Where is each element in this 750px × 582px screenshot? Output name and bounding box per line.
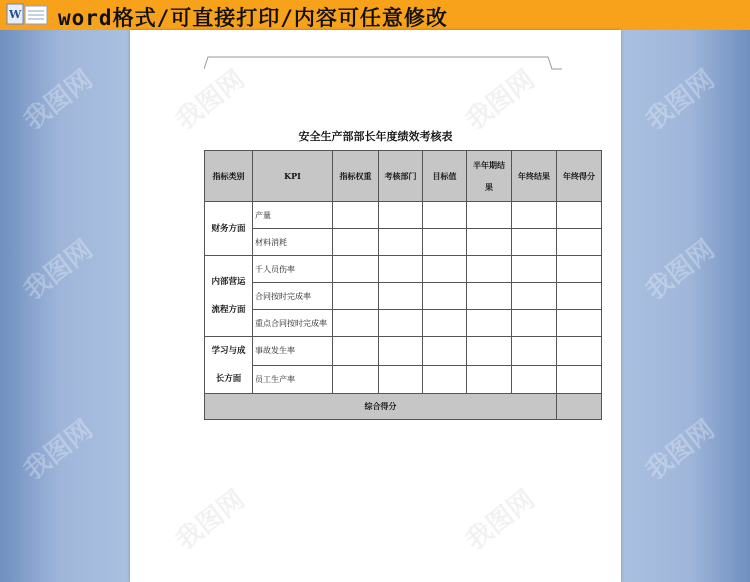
category-cell [205, 337, 253, 394]
table-row [205, 337, 602, 366]
category-cell [205, 202, 253, 256]
category-label: 内部营运 [211, 277, 246, 287]
header-half-year [467, 151, 512, 202]
kpi-cell: 事故发生率 [253, 337, 333, 366]
table-row [205, 229, 602, 256]
category-cell [205, 256, 253, 337]
watermark: 我图网 [18, 64, 99, 137]
category-label: 学习与成 [211, 346, 246, 356]
header-weight: 指标权重 [333, 151, 379, 202]
kpi-table [204, 150, 602, 420]
table-row [205, 310, 602, 337]
kpi-cell: 产量 [253, 202, 333, 229]
kpi-cell: 重点合同按时完成率 [253, 310, 333, 337]
header-kpi: KPI [253, 151, 333, 202]
watermark: 我图网 [460, 64, 541, 137]
watermark: 我图网 [18, 234, 99, 307]
category-label: 财务方面 [211, 223, 246, 234]
watermark: 我图网 [170, 64, 251, 137]
banner-text: word格式/可直接打印/内容可任意修改 [58, 6, 448, 30]
category-label: 流程方面 [211, 305, 246, 315]
total-row [205, 394, 602, 420]
watermark: 我图网 [170, 484, 251, 557]
header-year-end-result: 年终结果 [512, 151, 557, 202]
watermark: 我图网 [640, 64, 721, 137]
word-document-icon [6, 3, 50, 27]
table-row [205, 365, 602, 394]
kpi-cell: 千人员伤率 [253, 256, 333, 283]
top-banner [0, 0, 750, 30]
watermark: 我图网 [640, 234, 721, 307]
header-year-end-score: 年终得分 [557, 151, 602, 202]
header-category: 指标类别 [205, 151, 253, 202]
watermark: 我图网 [460, 484, 541, 557]
total-label: 综合得分 [205, 394, 557, 420]
table-row [205, 283, 602, 310]
header-department: 考核部门 [379, 151, 423, 202]
watermark: 我图网 [18, 414, 99, 487]
total-score-cell [557, 394, 602, 420]
kpi-cell: 合同按时完成率 [253, 283, 333, 310]
kpi-cell: 员工生产率 [253, 365, 333, 394]
document-page [130, 30, 621, 582]
header-half-year-line: 半年期结 [473, 160, 505, 170]
table-row [205, 256, 602, 283]
table-row [205, 202, 602, 229]
table-header-row [205, 151, 602, 202]
watermark: 我图网 [640, 414, 721, 487]
kpi-cell: 材料消耗 [253, 229, 333, 256]
category-label: 长方面 [215, 374, 242, 384]
header-rule [204, 55, 562, 71]
header-half-year-line: 果 [485, 182, 493, 192]
header-target: 目标值 [423, 151, 467, 202]
svg-text:W: W [9, 8, 22, 21]
document-title: 安全生产部部长年度绩效考核表 [298, 130, 453, 143]
